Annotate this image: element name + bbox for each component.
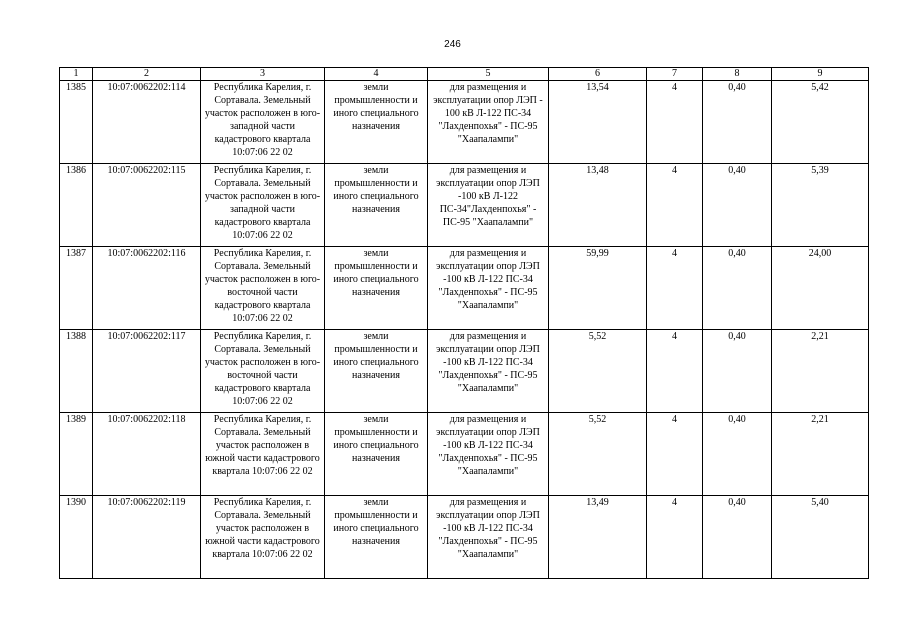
cadastral-number-cell: 10:07:0062202:117 [93, 330, 201, 413]
column-6-value-cell: 5,52 [549, 330, 647, 413]
column-6-value-cell: 59,99 [549, 247, 647, 330]
table-row [60, 164, 869, 247]
column-6-value-cell: 5,52 [549, 413, 647, 496]
column-header-8: 8 [703, 68, 772, 81]
column-9-value-cell: 2,21 [772, 330, 869, 413]
column-7-value-cell: 4 [647, 330, 703, 413]
column-8-value-cell: 0,40 [703, 413, 772, 496]
column-6-value-cell: 13,48 [549, 164, 647, 247]
location-cell: Республика Карелия, г. Сортавала. Земельный участок расположен в юго-восточной части кадастрового квартала 10:07:06 22 02 [201, 330, 325, 413]
table-header-row [60, 68, 869, 81]
row-number-cell: 1385 [60, 81, 93, 164]
land-plot-table [59, 67, 869, 579]
permitted-use-cell: для размещения и эксплуатации опор ЛЭП - 100 кВ Л-122 ПС-34 "Лахденпохья" - ПС-95 "Хаапалампи" [428, 81, 549, 164]
column-9-value-cell: 5,42 [772, 81, 869, 164]
location-cell: Республика Карелия, г. Сортавала. Земельный участок расположен в юго-восточной части кадастрового квартала 10:07:06 22 02 [201, 247, 325, 330]
table-row [60, 247, 869, 330]
column-9-value-cell: 5,39 [772, 164, 869, 247]
column-6-value-cell: 13,54 [549, 81, 647, 164]
row-number-cell: 1388 [60, 330, 93, 413]
permitted-use-cell: для размещения и эксплуатации опор ЛЭП -100 кВ Л-122 ПС-34 "Лахденпохья" - ПС-95 "Хаапалампи" [428, 413, 549, 496]
column-8-value-cell: 0,40 [703, 496, 772, 579]
row-number-cell: 1387 [60, 247, 93, 330]
row-number-cell: 1389 [60, 413, 93, 496]
column-9-value-cell: 5,40 [772, 496, 869, 579]
column-7-value-cell: 4 [647, 81, 703, 164]
column-7-value-cell: 4 [647, 247, 703, 330]
land-category-cell: земли промышленности и иного специального назначения [325, 330, 428, 413]
land-category-cell: земли промышленности и иного специального назначения [325, 496, 428, 579]
column-header-1: 1 [60, 68, 93, 81]
table-row [60, 81, 869, 164]
column-header-4: 4 [325, 68, 428, 81]
column-8-value-cell: 0,40 [703, 330, 772, 413]
column-7-value-cell: 4 [647, 496, 703, 579]
land-category-cell: земли промышленности и иного специального назначения [325, 81, 428, 164]
column-header-9: 9 [772, 68, 869, 81]
row-number-cell: 1390 [60, 496, 93, 579]
column-6-value-cell: 13,49 [549, 496, 647, 579]
column-7-value-cell: 4 [647, 413, 703, 496]
column-7-value-cell: 4 [647, 164, 703, 247]
column-header-6: 6 [549, 68, 647, 81]
cadastral-number-cell: 10:07:0062202:119 [93, 496, 201, 579]
table-row [60, 496, 869, 579]
column-header-2: 2 [93, 68, 201, 81]
table-body [60, 81, 869, 579]
permitted-use-cell: для размещения и эксплуатации опор ЛЭП -100 кВ Л-122 ПС-34 "Лахденпохья" - ПС-95 "Хаапалампи" [428, 496, 549, 579]
permitted-use-cell: для размещения и эксплуатации опор ЛЭП -100 кВ Л-122 ПС-34"Лахденпохья" - ПС-95 "Хаапалампи" [428, 164, 549, 247]
permitted-use-cell: для размещения и эксплуатации опор ЛЭП -100 кВ Л-122 ПС-34 "Лахденпохья" - ПС-95 "Хаапалампи" [428, 330, 549, 413]
column-9-value-cell: 2,21 [772, 413, 869, 496]
land-category-cell: земли промышленности и иного специального назначения [325, 164, 428, 247]
column-header-7: 7 [647, 68, 703, 81]
cadastral-number-cell: 10:07:0062202:116 [93, 247, 201, 330]
column-9-value-cell: 24,00 [772, 247, 869, 330]
column-header-3: 3 [201, 68, 325, 81]
permitted-use-cell: для размещения и эксплуатации опор ЛЭП -100 кВ Л-122 ПС-34 "Лахденпохья" - ПС-95 "Хаапалампи" [428, 247, 549, 330]
location-cell: Республика Карелия, г. Сортавала. Земельный участок расположен в южной части кадастрового квартала 10:07:06 22 02 [201, 413, 325, 496]
row-number-cell: 1386 [60, 164, 93, 247]
column-8-value-cell: 0,40 [703, 247, 772, 330]
column-8-value-cell: 0,40 [703, 81, 772, 164]
page-number: 246 [444, 39, 461, 50]
column-header-5: 5 [428, 68, 549, 81]
cadastral-number-cell: 10:07:0062202:114 [93, 81, 201, 164]
location-cell: Республика Карелия, г. Сортавала. Земельный участок расположен в юго-западной части кадастрового квартала 10:07:06 22 02 [201, 164, 325, 247]
land-category-cell: земли промышленности и иного специального назначения [325, 247, 428, 330]
location-cell: Республика Карелия, г. Сортавала. Земельный участок расположен в юго-западной части кадастрового квартала 10:07:06 22 02 [201, 81, 325, 164]
cadastral-number-cell: 10:07:0062202:118 [93, 413, 201, 496]
land-category-cell: земли промышленности и иного специального назначения [325, 413, 428, 496]
table-row [60, 330, 869, 413]
location-cell: Республика Карелия, г. Сортавала. Земельный участок расположен в южной части кадастрового квартала 10:07:06 22 02 [201, 496, 325, 579]
table-row [60, 413, 869, 496]
cadastral-number-cell: 10:07:0062202:115 [93, 164, 201, 247]
column-8-value-cell: 0,40 [703, 164, 772, 247]
